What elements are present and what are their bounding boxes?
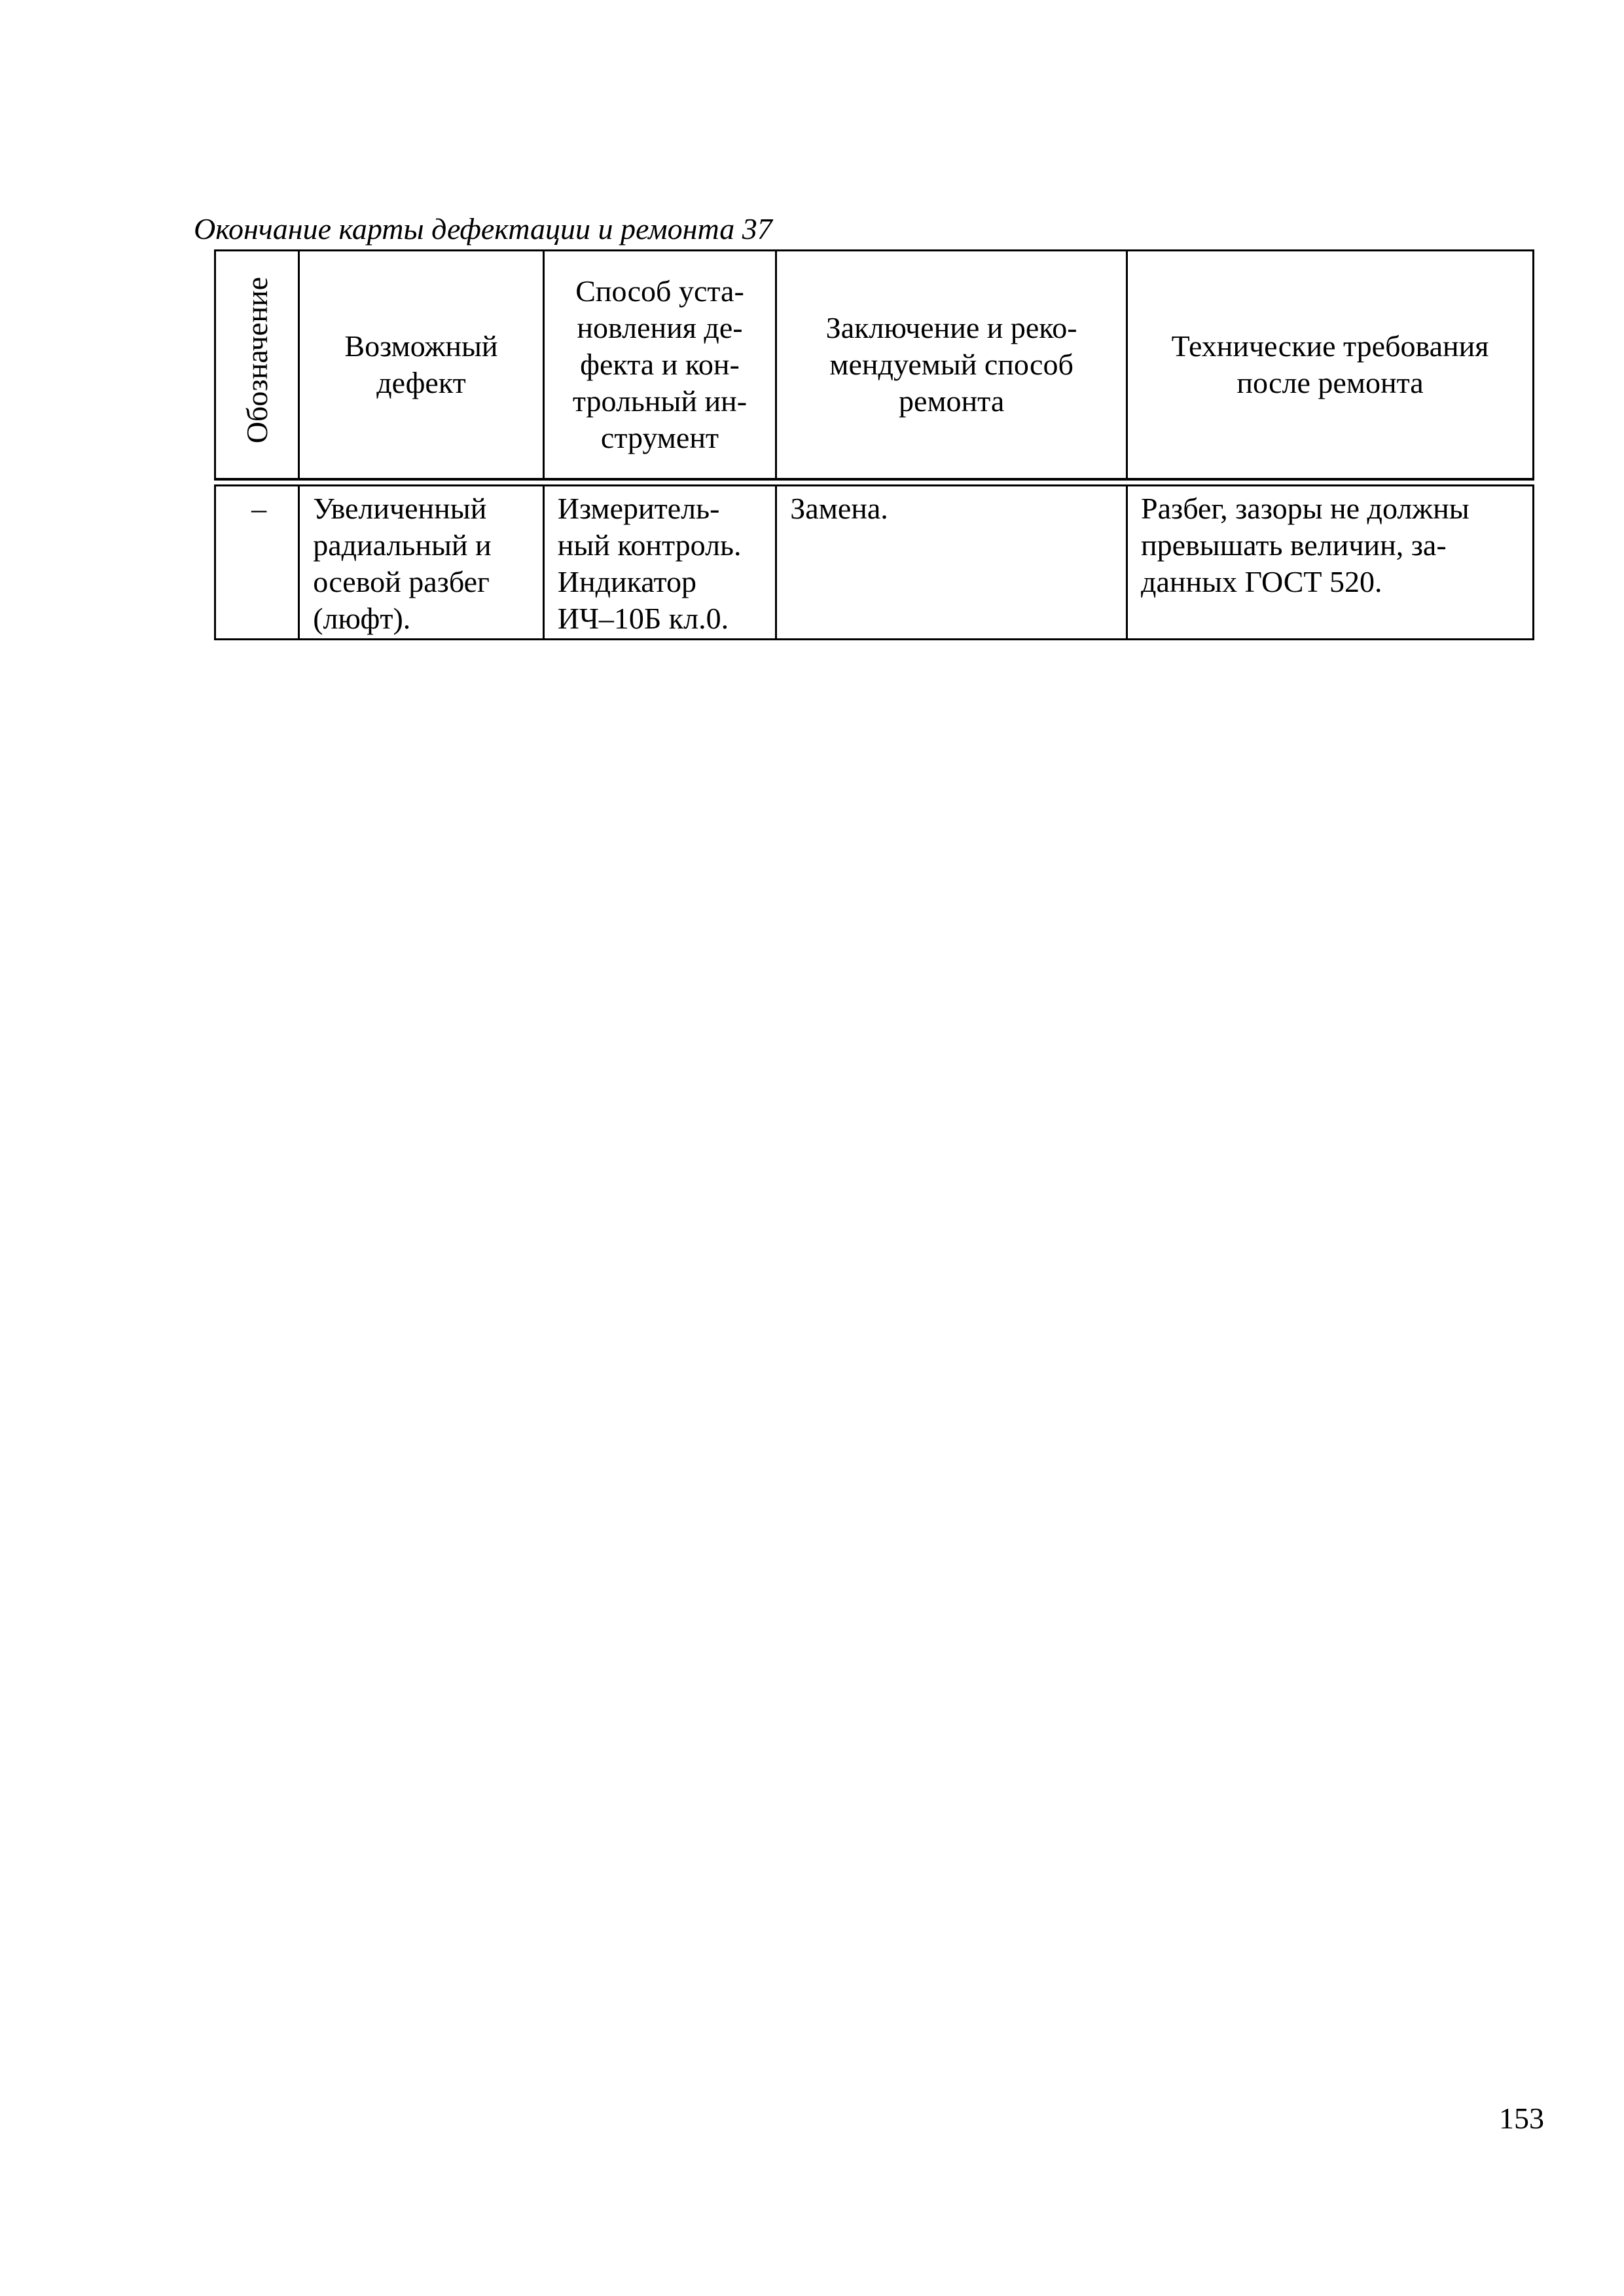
cell-defect — [299, 486, 544, 640]
header-method — [543, 251, 776, 480]
header-separator-cell — [215, 479, 1534, 486]
header-method-line: новления де- — [577, 311, 743, 344]
cell-conclusion — [776, 486, 1127, 640]
table-row — [215, 486, 1534, 640]
header-method-line: Способ уста- — [575, 274, 744, 308]
table-header-row — [215, 251, 1534, 480]
cell-method-line: Измеритель- — [557, 492, 720, 525]
header-designation-label: Обозначение — [240, 277, 274, 444]
page-number: 153 — [1499, 2102, 1544, 2135]
header-requirements-line: после ремонта — [1236, 366, 1424, 399]
cell-method-line: ный контроль. — [557, 528, 742, 562]
cell-defect-line: осевой разбег — [313, 565, 490, 598]
cell-requirements-line: данных ГОСТ 520. — [1141, 565, 1382, 598]
header-requirements-line: Технические требования — [1171, 329, 1489, 363]
header-requirements — [1127, 251, 1534, 480]
defect-card-table-container — [214, 249, 1534, 640]
cell-defect-line: (люфт). — [313, 602, 411, 635]
header-separator — [215, 479, 1534, 486]
header-conclusion — [776, 251, 1127, 480]
header-method-line: струмент — [600, 421, 719, 454]
header-defect — [299, 251, 544, 480]
cell-requirements-line: превышать величин, за- — [1141, 528, 1447, 562]
cell-method — [543, 486, 776, 640]
cell-defect-line: Увеличенный — [313, 492, 487, 525]
header-method-line: трольный ин- — [572, 384, 748, 418]
defect-card-table — [214, 249, 1534, 640]
cell-method-line: Индикатор — [557, 565, 696, 598]
cell-conclusion-text: Замена. — [790, 492, 888, 525]
cell-designation: – — [215, 486, 299, 640]
header-designation — [215, 251, 299, 480]
cell-defect-line: радиальный и — [313, 528, 492, 562]
header-conclusion-line: ремонта — [899, 384, 1005, 418]
cell-requirements-line: Разбег, зазоры не должны — [1141, 492, 1470, 525]
header-method-line: фекта и кон- — [580, 348, 740, 381]
cell-requirements — [1127, 486, 1534, 640]
header-conclusion-line: Заключение и реко- — [825, 311, 1077, 344]
cell-method-line: ИЧ–10Б кл.0. — [557, 602, 729, 635]
table-caption: Окончание карты дефектации и ремонта 37 — [194, 212, 772, 246]
header-conclusion-line: мендуемый способ — [829, 348, 1074, 381]
header-defect-line: дефект — [376, 366, 466, 399]
header-defect-line: Возможный — [344, 329, 498, 363]
